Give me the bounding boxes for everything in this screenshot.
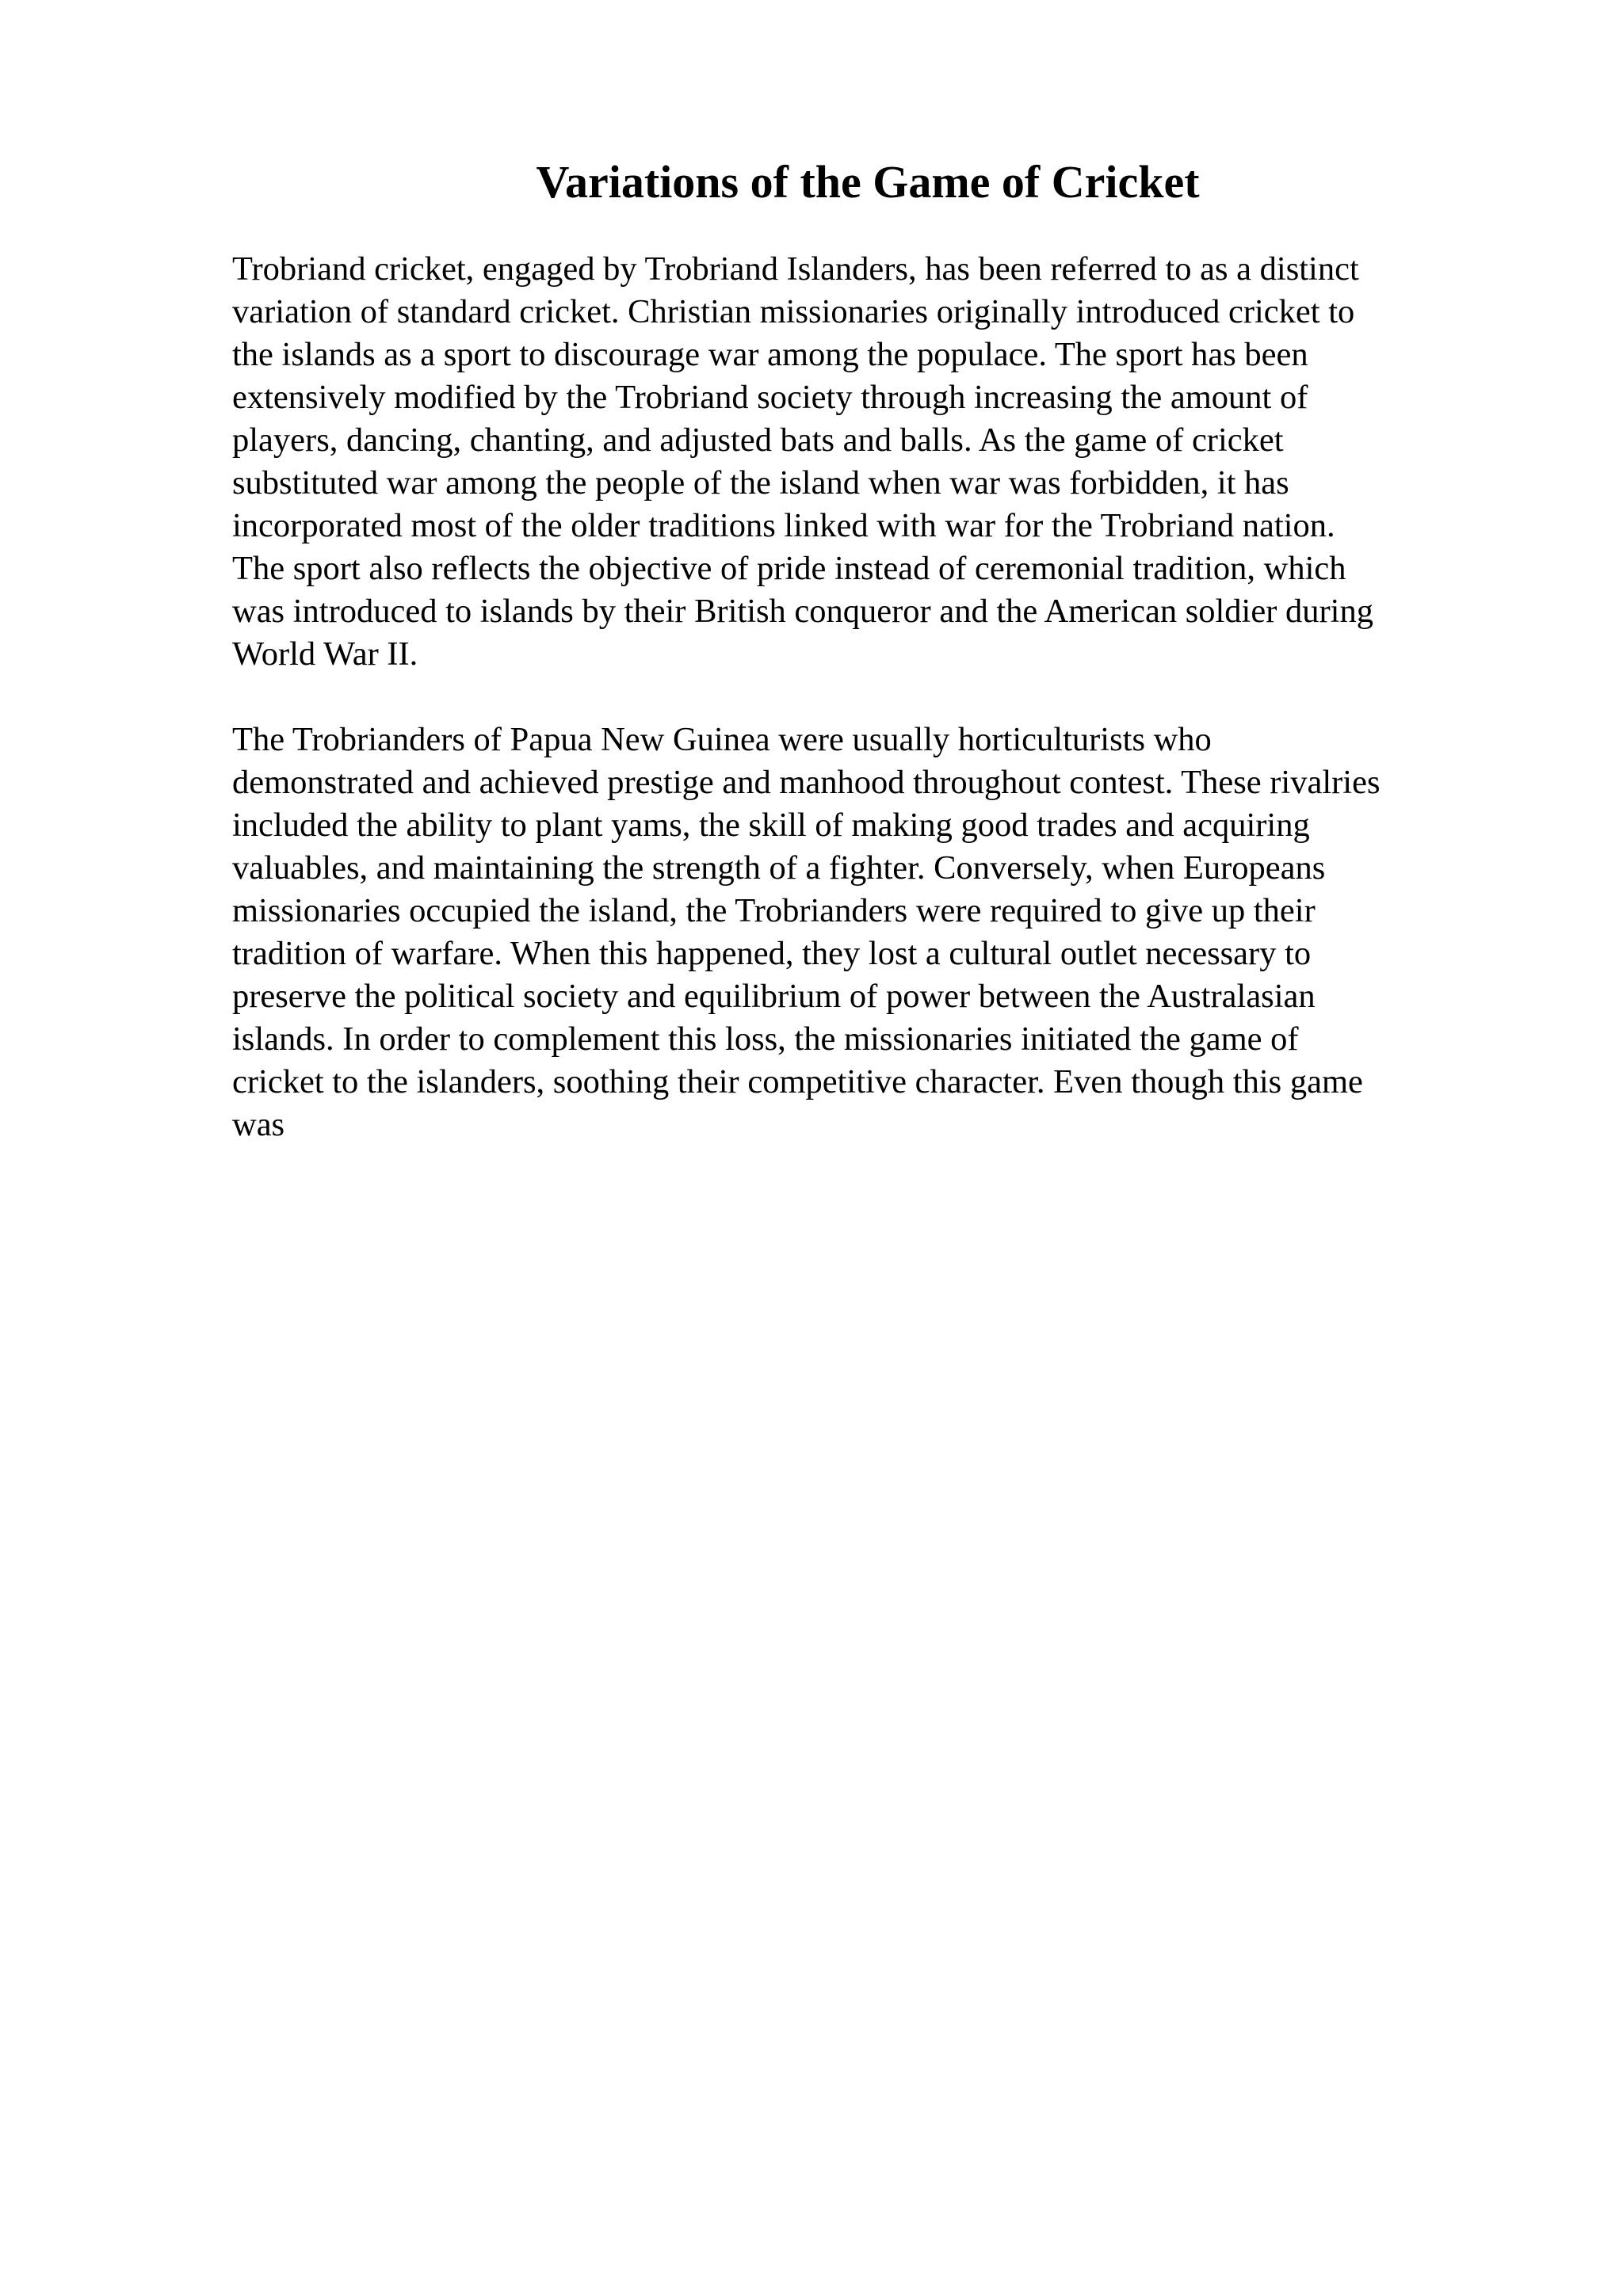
paragraph-2-line: demonstrated and achieved prestige and manhood throughout contest. These rivalries xyxy=(232,764,1381,801)
paragraph-1-line: variation of standard cricket. Christian missionaries originally introduced cricket to xyxy=(232,293,1355,330)
paragraph-1-line: extensively modified by the Trobriand society through increasing the amount of xyxy=(232,379,1308,416)
document-title: Variations of the Game of Cricket xyxy=(536,156,1200,208)
paragraph-1-line: The sport also reflects the objective of pride instead of ceremonial tradition, which xyxy=(232,550,1346,587)
paragraph-2-line: preserve the political society and equilibrium of power between the Australasian xyxy=(232,978,1316,1015)
paragraph-1-line: was introduced to islands by their British conqueror and the American soldier during xyxy=(232,593,1373,630)
paragraph-1-line: players, dancing, chanting, and adjusted bats and balls. As the game of cricket xyxy=(232,421,1284,459)
paragraph-2-line: cricket to the islanders, soothing their competitive character. Even though this game xyxy=(232,1063,1363,1100)
paragraph-2-line: valuables, and maintaining the strength of a fighter. Conversely, when Europeans xyxy=(232,849,1326,887)
paragraph-2-line: was xyxy=(232,1106,285,1143)
paragraph-1-line: substituted war among the people of the island when war was forbidden, it has xyxy=(232,464,1289,502)
paragraph-2-line: islands. In order to complement this loss, the missionaries initiated the game of xyxy=(232,1020,1299,1058)
paragraph-1-line: World War II. xyxy=(232,635,418,673)
paragraph-1-line: the islands as a sport to discourage war among the populace. The sport has been xyxy=(232,336,1308,373)
paragraph-1-line: Trobriand cricket, engaged by Trobriand Islanders, has been referred to as a distinct xyxy=(232,250,1359,288)
paragraph-2-line: missionaries occupied the island, the Trobrianders were required to give up their xyxy=(232,892,1316,929)
paragraph-2-line: tradition of warfare. When this happened, they lost a cultural outlet necessary to xyxy=(232,935,1312,972)
paragraph-2-line: The Trobrianders of Papua New Guinea were usually horticulturists who xyxy=(232,721,1212,758)
paragraph-2-line: included the ability to plant yams, the skill of making good trades and acquiring xyxy=(232,807,1310,844)
paragraph-1-line: incorporated most of the older traditions linked with war for the Trobriand nation. xyxy=(232,507,1335,544)
